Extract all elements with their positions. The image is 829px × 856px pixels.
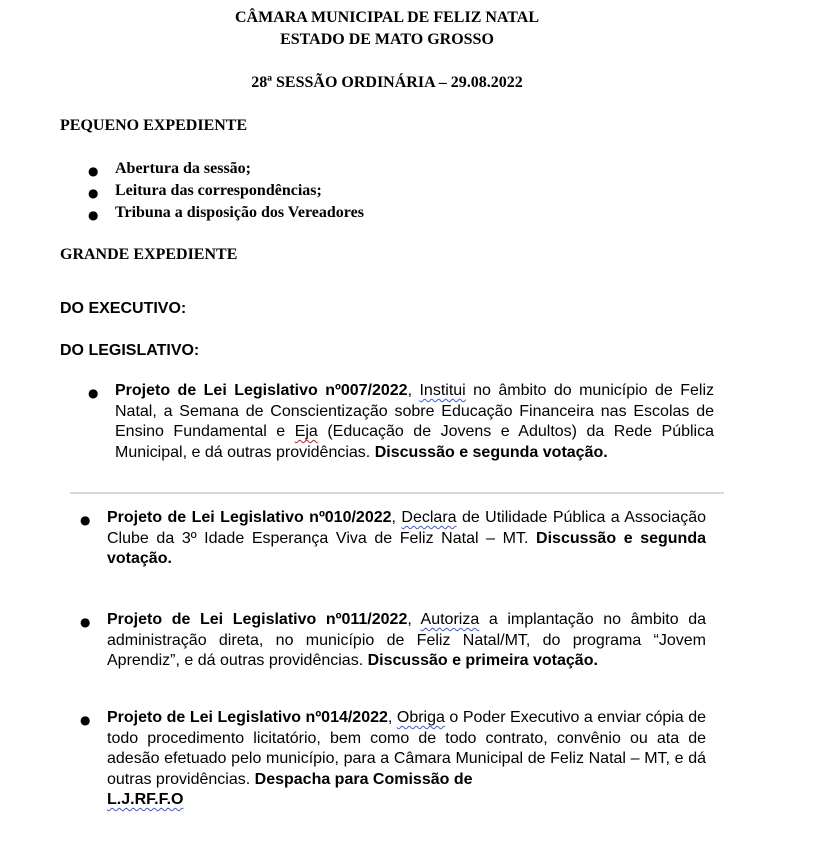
- project-sep: ,: [387, 709, 397, 726]
- project-verb: Declara: [401, 509, 457, 526]
- bullet-icon: ●: [88, 386, 99, 400]
- legislativo-item: [107, 708, 706, 811]
- project-title: Projeto de Lei Legislativo nº014/2022: [107, 709, 388, 726]
- project-status-code: L.J.RF.F.O: [107, 791, 184, 808]
- project-sep: ,: [391, 509, 402, 526]
- project-title: Projeto de Lei Legislativo nº011/2022: [107, 611, 408, 628]
- project-sep: ,: [407, 611, 421, 628]
- project-sep: ,: [407, 382, 420, 399]
- bullet-icon: ●: [80, 615, 91, 629]
- project-verb: Autoriza: [420, 611, 480, 628]
- project-status: Despacha para Comissão de: [254, 770, 473, 788]
- legislativo-item: [115, 381, 714, 463]
- project-status: Discussão e primeira votação.: [367, 652, 598, 669]
- do-executivo-heading: DO EXECUTIVO:: [60, 300, 187, 317]
- project-verb: Institui: [419, 382, 466, 399]
- header-subtitle: ESTADO DE MATO GROSSO: [280, 31, 494, 48]
- bullet-icon: ●: [88, 186, 99, 200]
- project-text: no âmbito do município de Feliz Natal, a Semana de Conscientização sobre Educação Financeira nas Escolas de Ensino Fundamental e: [115, 382, 715, 440]
- project-title: Projeto de Lei Legislativo nº010/2022: [107, 509, 392, 526]
- project-title: Projeto de Lei Legislativo nº007/2022: [115, 382, 408, 399]
- project-verb: Obriga: [396, 709, 445, 726]
- legislativo-item: [107, 610, 706, 672]
- do-legislativo-heading: DO LEGISLATIVO:: [60, 342, 200, 359]
- pequeno-item: Tribuna a disposição dos Vereadores: [115, 204, 364, 221]
- bullet-icon: ●: [80, 513, 91, 527]
- project-text: de Utilidade Pública a Associação Clube da 3º Idade Esperança Viva de Feliz Natal – MT.: [107, 509, 707, 547]
- project-status: Discussão e segunda votação.: [374, 443, 608, 461]
- bullet-icon: ●: [80, 713, 91, 727]
- session-title: 28ª SESSÃO ORDINÁRIA – 29.08.2022: [251, 74, 523, 91]
- page-divider: [70, 492, 724, 494]
- bullet-icon: ●: [88, 208, 99, 222]
- bullet-icon: ●: [88, 164, 99, 178]
- grande-expediente-heading: GRANDE EXPEDIENTE: [60, 246, 238, 263]
- pequeno-item: Leitura das correspondências;: [115, 182, 322, 199]
- pequeno-item: Abertura da sessão;: [115, 160, 251, 177]
- spellcheck-word: Eja: [294, 423, 318, 440]
- header-title: CÂMARA MUNICIPAL DE FELIZ NATAL: [234, 9, 539, 26]
- project-text: o Poder Executivo a enviar cópia de todo procedimento licitatório, bem como de todo contrato, convênio ou ata de adesão efetuado pelo município, para a Câmara Municipal de Feliz Natal – MT, e dá outras providências.: [107, 709, 706, 788]
- project-status: Discussão e segunda votação.: [107, 529, 706, 567]
- legislativo-item: [107, 508, 706, 570]
- project-text: (Educação de Jovens e Adultos) da Rede Pública Municipal, e dá outras providências.: [115, 423, 715, 461]
- pequeno-expediente-heading: PEQUENO EXPEDIENTE: [60, 117, 248, 134]
- project-text: a implantação no âmbito da administração direta, no município de Feliz Natal/MT, do programa “Jovem Aprendiz”, e dá outras providências.: [107, 611, 707, 669]
